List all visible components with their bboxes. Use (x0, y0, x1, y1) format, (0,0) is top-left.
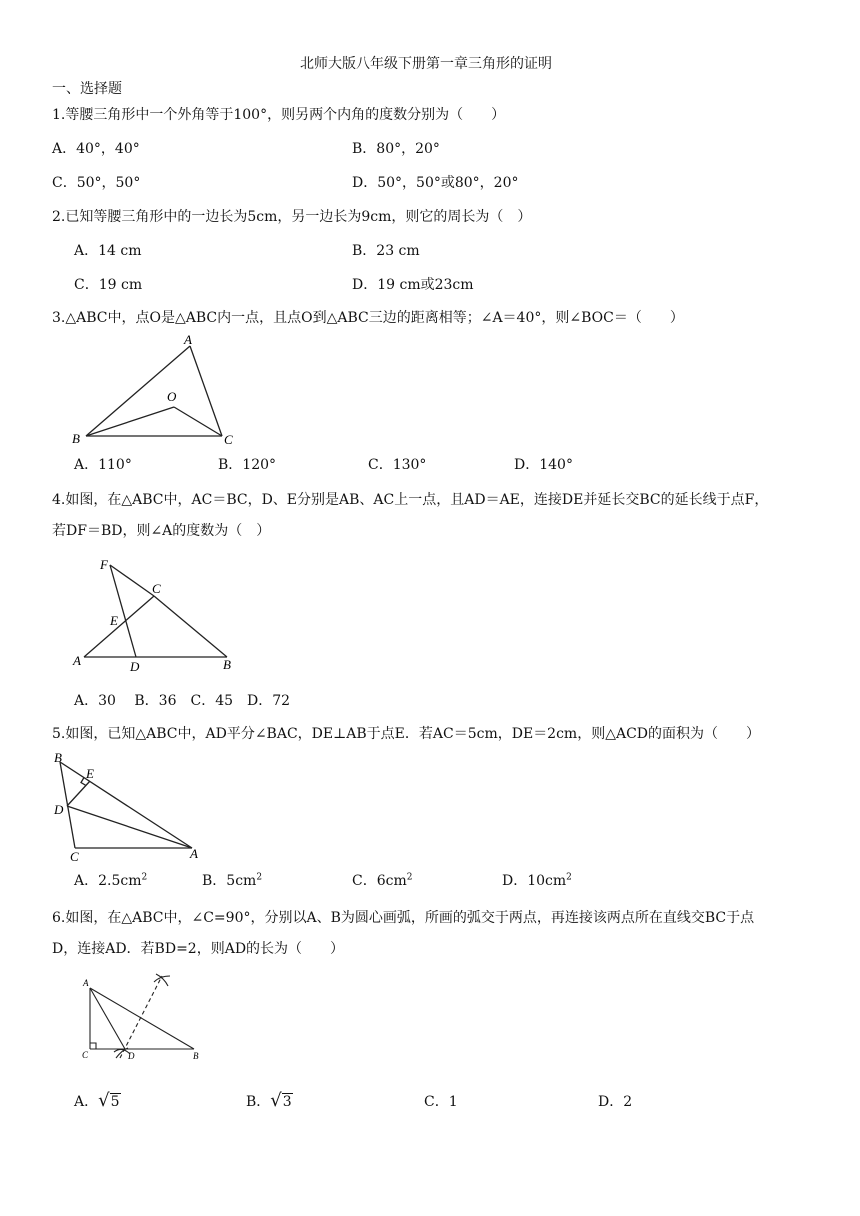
q5-label-e: E (86, 766, 94, 781)
q5-option-c-exp: 2 (406, 872, 413, 883)
q6-stem-line1: 6.如图，在△ABC中，∠C=90°，分别以A、B为圆心画弧，所画的弧交于两点，再连接该两点所在直线交BC于点 (52, 910, 755, 926)
q5-label-a: A (190, 846, 198, 861)
q3-label-b: B (72, 431, 80, 446)
q4-stem-line2: 若DF＝BD，则∠A的度数为（ ） (52, 523, 271, 539)
q5-option-b-exp: 2 (256, 872, 263, 883)
q1-option-c[interactable]: C．50°，50° (52, 175, 141, 191)
q4-segment-fd (110, 565, 136, 657)
q3-stem: 3.△ABC中，点O是△ABC内一点，且点O到△ABC三边的距离相等；∠A＝40°，则∠BOC＝（ ） (52, 310, 684, 326)
q4-side-ac (84, 596, 154, 657)
q5-option-d-text: D．10cm (502, 873, 567, 889)
q2-option-b[interactable]: B．23 cm (352, 243, 420, 259)
q4-label-c: C (152, 581, 161, 596)
q4-segment-fc (110, 565, 154, 596)
q6-option-a-sqrt: √5 (98, 1090, 120, 1111)
q6-option-a-prefix: A． (74, 1094, 99, 1110)
q5-option-a[interactable] (74, 872, 147, 890)
q5-option-d-exp: 2 (566, 872, 572, 883)
q5-stem: 5.如图，已知△ABC中，AD平分∠BAC，DE⊥AB于点E．若AC＝5cm，DE＝2cm，则△ACD的面积为（ ） (52, 726, 761, 742)
q4-side-cb (154, 596, 227, 657)
q6-label-d: D (128, 1051, 135, 1061)
q5-option-c-text: C．6cm (352, 873, 407, 889)
q6-label-b: B (193, 1051, 199, 1061)
q4-triangle-figure (70, 553, 245, 675)
q6-stem-line2: D，连接AD．若BD=2，则AD的长为（ ） (52, 941, 345, 957)
q6-option-b-sqrt: √3 (270, 1090, 292, 1111)
q6-option-b-prefix: B． (246, 1094, 271, 1110)
q6-option-c[interactable]: C．1 (424, 1094, 458, 1110)
q3-segment-oc (174, 407, 222, 436)
q3-triangle-figure (70, 330, 245, 448)
q6-option-b[interactable] (246, 1092, 293, 1111)
q6-right-angle-mark (90, 1043, 96, 1049)
q4-label-a: A (73, 653, 81, 668)
q4-stem-line1: 4.如图，在△ABC中，AC＝BC，D、E分别是AB、AC上一点，且AD＝AE，连接DE并延长交BC的延长线于点F， (52, 492, 769, 508)
q6-option-a-radicand: 5 (110, 1094, 120, 1110)
q6-perpendicular-bisector (120, 976, 162, 1058)
q5-option-b-text: B．5cm (202, 873, 257, 889)
q2-option-d[interactable]: D．19 cm或23cm (352, 277, 474, 293)
q5-option-c[interactable] (352, 872, 412, 890)
q5-option-a-exp: 2 (141, 872, 148, 883)
q6-segment-ad (90, 988, 125, 1049)
q3-segment-bo (86, 407, 174, 436)
q6-option-a[interactable] (74, 1092, 121, 1111)
q5-label-d: D (54, 802, 64, 817)
q4-label-f: F (100, 557, 108, 572)
q2-option-c[interactable]: C．19 cm (74, 277, 143, 293)
q5-segment-da (67, 806, 192, 848)
q6-label-c: C (82, 1050, 89, 1060)
page-title: 北师大版八年级下册第一章三角形的证明 (300, 56, 552, 72)
q6-label-a: A (83, 978, 89, 988)
q3-label-a: A (184, 332, 192, 347)
q2-stem: 2.已知等腰三角形中的一边长为5cm，另一边长为9cm，则它的周长为（ ） (52, 209, 532, 225)
q6-option-d[interactable]: D．2 (598, 1094, 633, 1110)
q5-side-ba (60, 762, 192, 848)
q5-triangle-figure (50, 748, 215, 864)
q1-option-d[interactable]: D．50°，50°或80°，20° (352, 175, 519, 191)
q2-option-a[interactable]: A．14 cm (74, 243, 142, 259)
q6-side-ab (90, 988, 194, 1049)
q3-option-d[interactable]: D．140° (514, 457, 573, 473)
q5-label-b: B (54, 750, 62, 765)
q3-option-c[interactable]: C．130° (368, 457, 427, 473)
q5-option-d[interactable] (502, 872, 572, 890)
q4-label-d: D (130, 659, 140, 674)
q5-label-c: C (70, 849, 79, 864)
q5-option-b[interactable] (202, 872, 262, 890)
q3-label-o: O (167, 389, 177, 404)
q1-stem: 1.等腰三角形中一个外角等于100°，则另两个内角的度数分别为（ ） (52, 107, 506, 123)
q4-label-e: E (110, 613, 118, 628)
q3-side-ac (190, 346, 222, 436)
q6-arc-top-2 (154, 976, 170, 982)
q6-option-b-radicand: 3 (282, 1094, 292, 1110)
q1-option-b[interactable]: B．80°，20° (352, 141, 440, 157)
q6-construction-figure (76, 972, 211, 1064)
section-heading: 一、选择题 (52, 81, 122, 97)
q1-option-a[interactable]: A．40°，40° (52, 141, 140, 157)
q4-options[interactable]: A．30 B．36 C．45 D．72 (74, 693, 291, 709)
q3-option-b[interactable]: B．120° (218, 457, 277, 473)
q3-label-c: C (224, 432, 233, 447)
q3-option-a[interactable]: A．110° (74, 457, 132, 473)
q5-segment-de (67, 781, 90, 806)
q5-option-a-text: A．2.5cm (74, 873, 142, 889)
q4-label-b: B (223, 657, 231, 672)
